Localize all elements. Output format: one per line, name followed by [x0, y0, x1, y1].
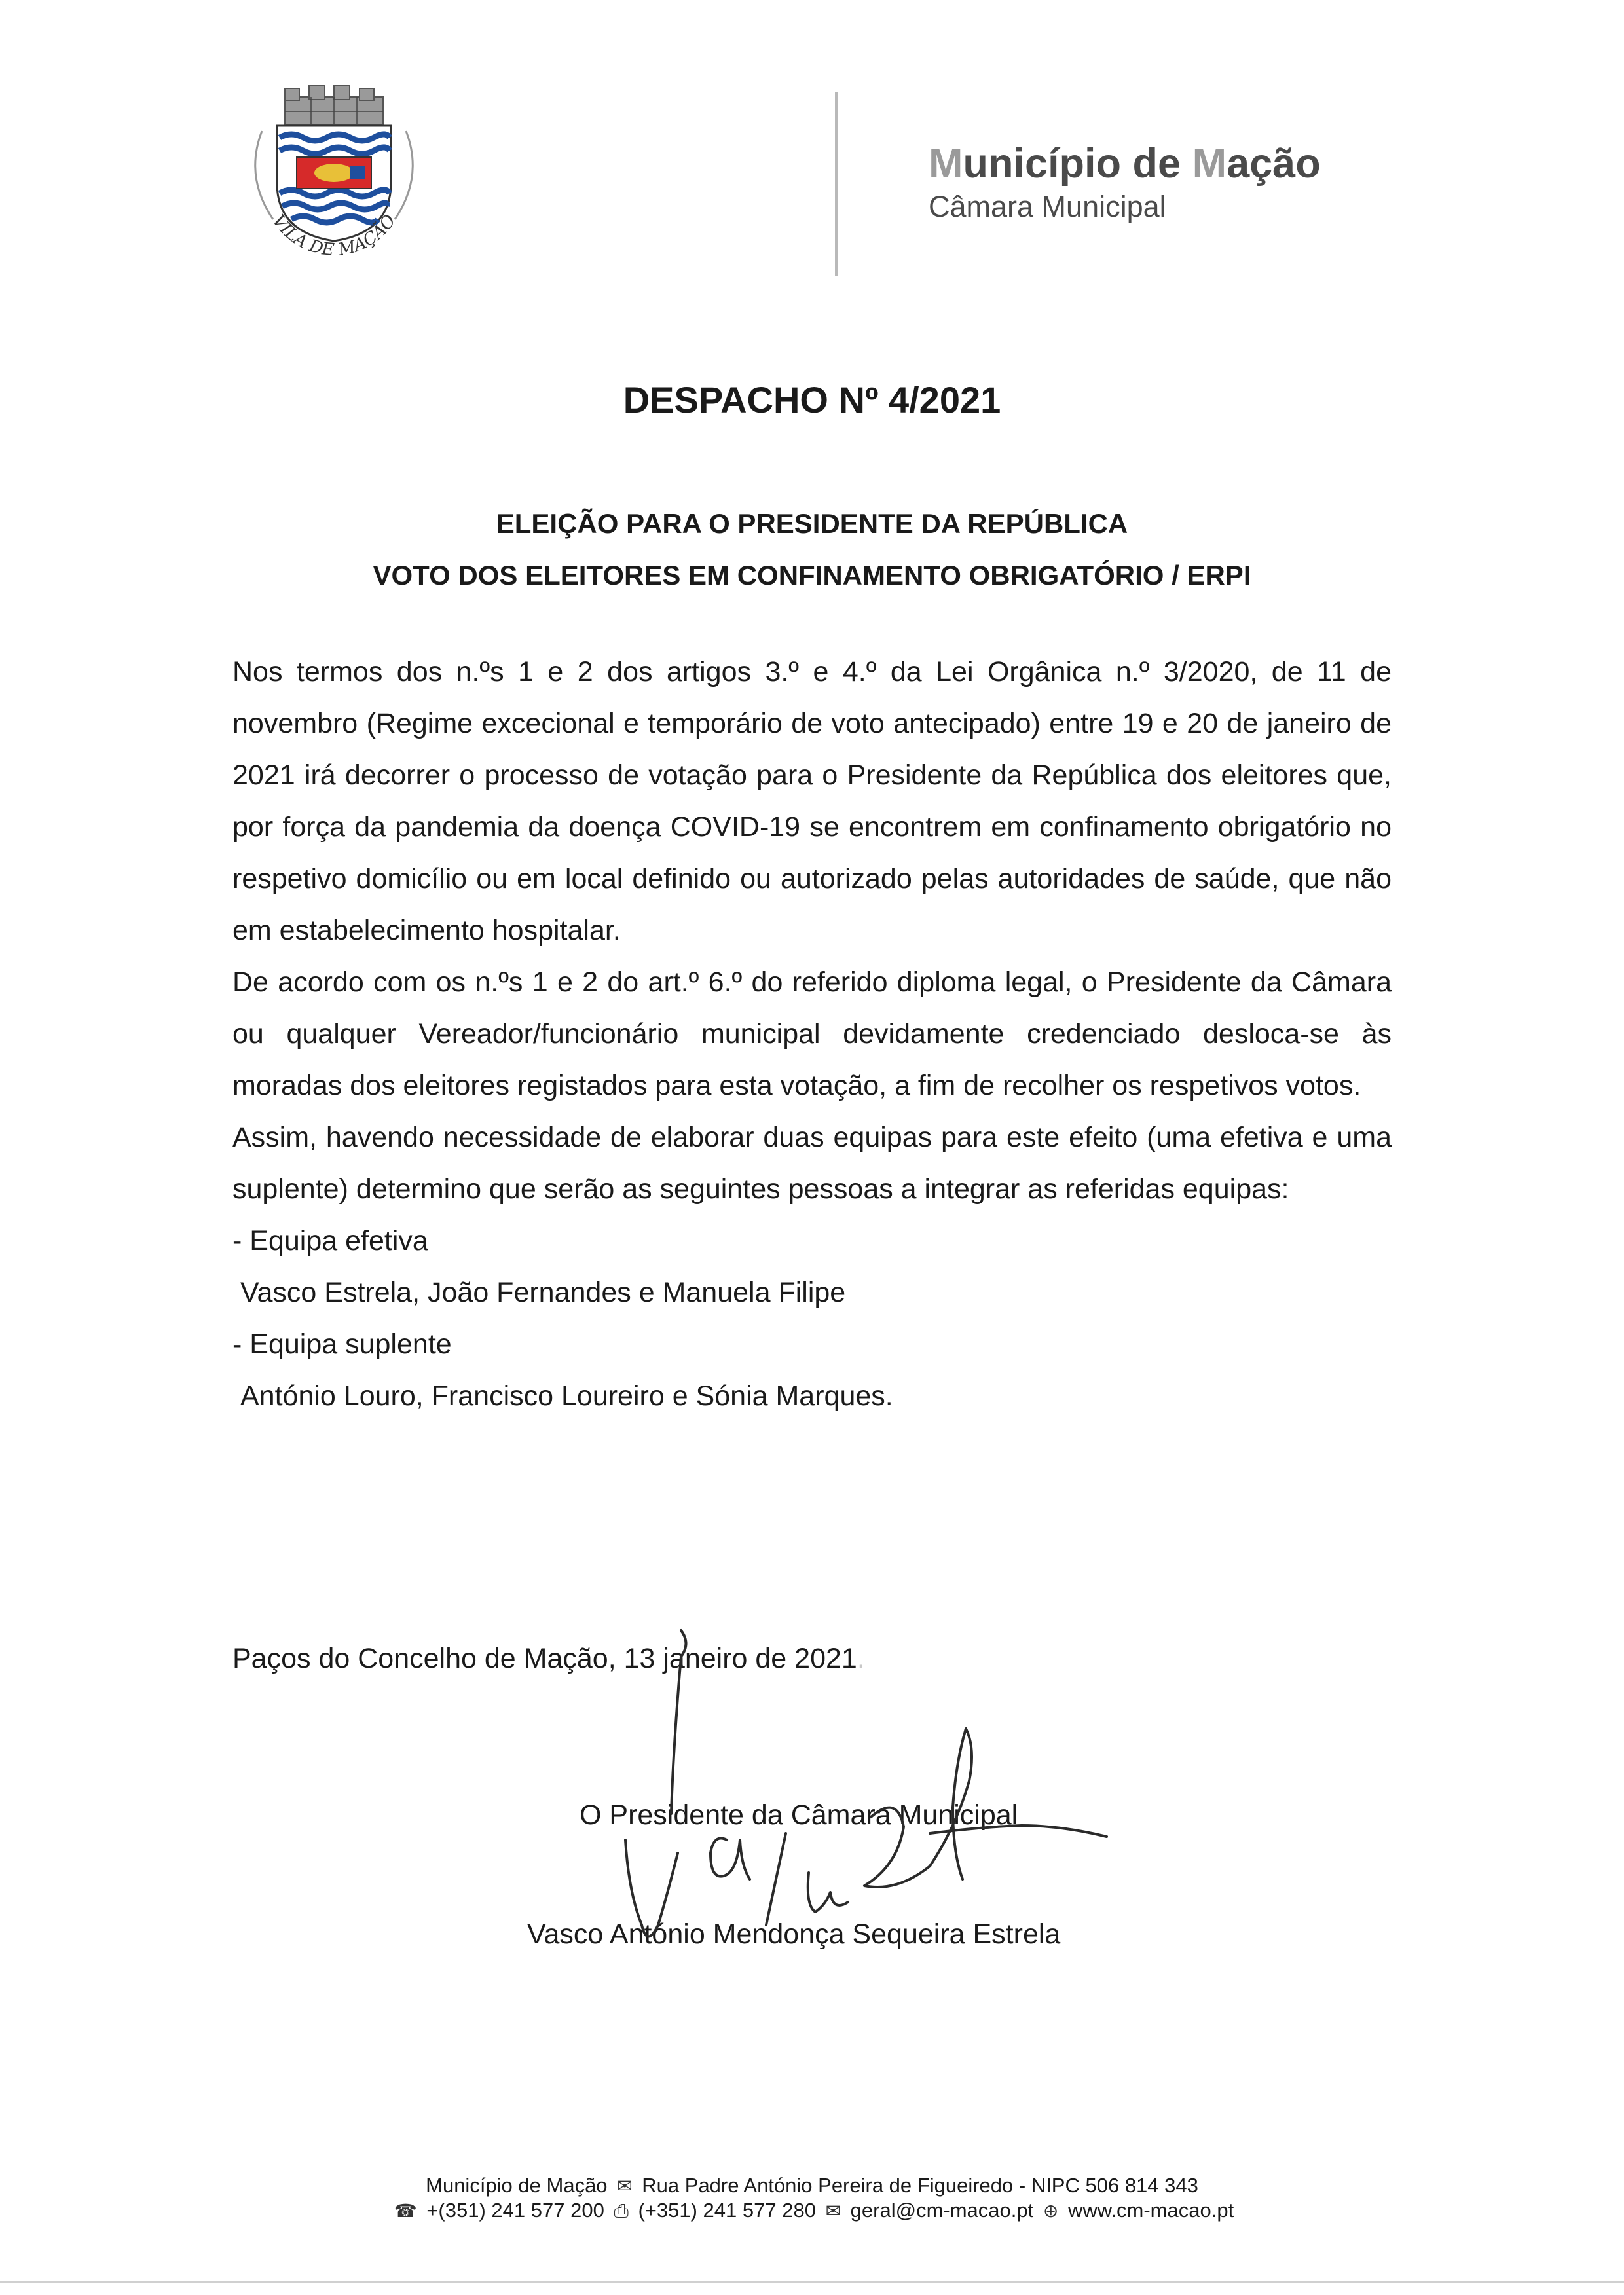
document-subtitle-line1: ELEIÇÃO PARA O PRESIDENTE DA REPÚBLICA: [496, 508, 1128, 539]
footer-phone: +(351) 241 577 200: [426, 2199, 604, 2222]
team2-members: António Louro, Francisco Loureiro e Sónia Marques.: [240, 1380, 893, 1412]
municipal-crest-logo: [232, 85, 435, 288]
team2-label: - Equipa suplente: [232, 1329, 452, 1360]
document-subtitle-line2: VOTO DOS ELEITORES EM CONFINAMENTO OBRIGATÓRIO / ERPI: [373, 560, 1251, 591]
header-divider: [835, 92, 838, 276]
paragraph-teams: Assim, havendo necessidade de elaborar duas equipas para este efeito (uma efetiva e uma suplente) determino que serão as seguintes pessoas a integrar as referidas equipas:: [232, 1122, 1392, 1205]
email-icon: ✉: [825, 2201, 841, 2221]
paragraph-procedure: De acordo com os n.ºs 1 e 2 do art.º 6.º do referido diploma legal, o Presidente da Câmara ou qualquer Vereador/funcionário municipal devidamente credenciado desloca-se às moradas dos eleitores registados para esta votação, a fim de recolher os respetivos votos.: [232, 966, 1392, 1101]
org-name: Município de Mação: [929, 141, 1321, 187]
footer-email[interactable]: geral@cm-macao.pt: [850, 2199, 1034, 2222]
globe-icon: ⊕: [1043, 2201, 1059, 2221]
signatory-role: O Presidente da Câmara Municipal: [580, 1799, 1018, 1831]
phone-icon: ☎: [394, 2201, 417, 2221]
fax-icon: ⎙: [614, 2201, 629, 2221]
team1-label: - Equipa efetiva: [232, 1225, 428, 1257]
handwritten-signature: [589, 1617, 1113, 1984]
svg-text:VILA DE MAÇÃO: VILA DE MAÇÃO: [268, 211, 400, 260]
footer-line2: [0, 2197, 1624, 2224]
bottom-scan-edge: [0, 2281, 1624, 2283]
footer-fax: (+351) 241 577 280: [638, 2199, 816, 2222]
signatory-name: Vasco António Mendonça Sequeira Estrela: [527, 1919, 1061, 1950]
team1-members: Vasco Estrela, João Fernandes e Manuela Filipe: [240, 1277, 846, 1308]
footer-org: Município de Mação: [426, 2174, 608, 2197]
document-body: [232, 646, 1392, 1422]
document-title: DESPACHO Nº 4/2021: [623, 379, 1001, 420]
paragraph-legal-basis: Nos termos dos n.ºs 1 e 2 dos artigos 3.º e 4.º da Lei Orgânica n.º 3/2020, de 11 de novembro (Regime excecional e temporário de voto antecipado) entre 19 e 20 de janeiro de 2021 irá decorrer o processo de votação para o Presidente da República dos eleitores que, por força da pandemia da doença COVID-19 se encontrem em confinamento obrigatório no respetivo domicílio ou em local definido ou autorizado pelas autoridades de saúde, que não em estabelecimento hospitalar.: [232, 656, 1392, 946]
footer-address: Rua Padre António Pereira de Figueiredo - NIPC 506 814 343: [642, 2174, 1198, 2197]
org-header: [929, 139, 1321, 225]
place-and-date: Paços do Concelho de Mação, 13 janeiro de 2021.: [232, 1643, 865, 1674]
footer-line1: [0, 2173, 1624, 2199]
footer-website[interactable]: www.cm-macao.pt: [1067, 2199, 1234, 2222]
mail-icon: ✉: [617, 2176, 633, 2196]
org-subtitle: Câmara Municipal: [929, 190, 1166, 223]
